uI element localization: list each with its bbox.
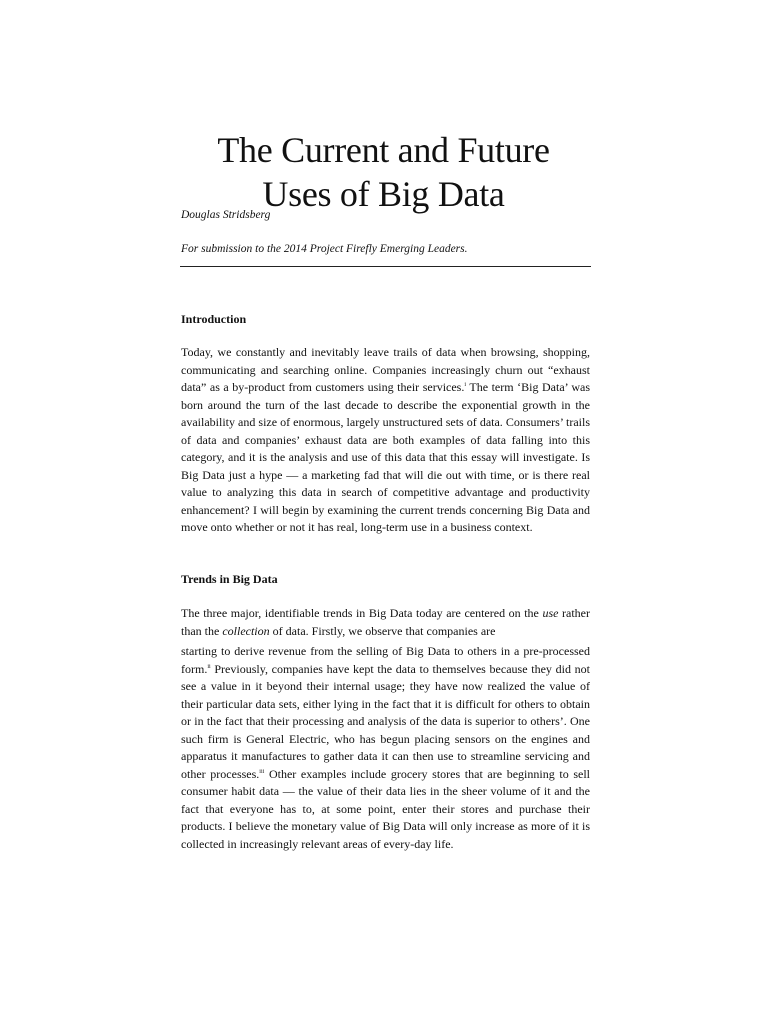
trends-text-a2: rather than the <box>181 606 591 638</box>
section-heading-introduction: Introduction <box>181 312 247 326</box>
submission-note: For submission to the 2014 Project Firefly Emerging Leaders. <box>181 243 468 255</box>
trends-emphasis-use: use <box>542 606 559 620</box>
trends-text-b3: Other examples include grocery stores that are beginning to sell consumer habit data — the value of their data lies in the sheer volume of it and the fact that everyone has to, at some point, enter their stores and purchase their products. I believe the monetary value of Big Data will only increase as more of it is collected in increasingly relevant areas of every-day life. <box>181 766 591 851</box>
trends-text-a3: of data. Firstly, we observe that companies are <box>269 624 496 638</box>
introduction-paragraph <box>181 344 590 537</box>
header-divider <box>180 266 591 267</box>
footnote-marker-3: iii <box>259 768 265 775</box>
footnote-marker-1: i <box>464 382 467 388</box>
author-name: Douglas Stridsberg <box>181 209 271 221</box>
trends-emphasis-collection: collection <box>222 624 270 638</box>
trends-text-b1: starting to derive revenue from the selling of Big Data to others in a pre-processed form. <box>181 644 590 676</box>
footnote-marker-2: ii <box>207 663 211 670</box>
section-heading-trends: Trends in Big Data <box>181 572 278 586</box>
trends-paragraph-lead <box>181 604 590 640</box>
trends-text-a1: The three major, identifiable trends in Big Data today are centered on the <box>181 606 543 620</box>
intro-text-part-1: Today, we constantly and inevitably leave trails of data when browsing, shopping, communicating and searching online. Companies increasingly churn out “exhaust data” as a by-product from customers using their services. <box>181 345 590 394</box>
intro-text-part-2: The term ‘Big Data’ was born around the turn of the last decade to describe the exponential growth in the availability and size of enormous, largely unstructured sets of data. Consumers’ trails of data and companies’ exhaust data are both examples of data falling into this category, and it is the analysis and use of this data that this essay will investigate. Is Big Data just a hype — a marketing fad that will die out with time, or is there real value to analyzing this data in search of competitive advantage and productivity enhancement? I will begin by examining the current trends concerning Big Data and move onto whether or not it has real, long-term use in a business context. <box>181 380 590 534</box>
trends-text-b2: Previously, companies have kept the data to themselves because they did not see a value in it beyond their internal usage; they have now realized the value of their particular data sets, either lying in the fact that it is difficult for others to obtain or in the fact that their processing and analysis of the data is superior to others’. One such firm is General Electric, who has begun placing sensors on the engines and apparatus it manufactures to gather data it can then use to streamline servicing and other processes. <box>181 661 590 781</box>
document-title: The Current and Future Uses of Big Data <box>217 130 550 214</box>
trends-paragraph-body <box>181 643 590 853</box>
